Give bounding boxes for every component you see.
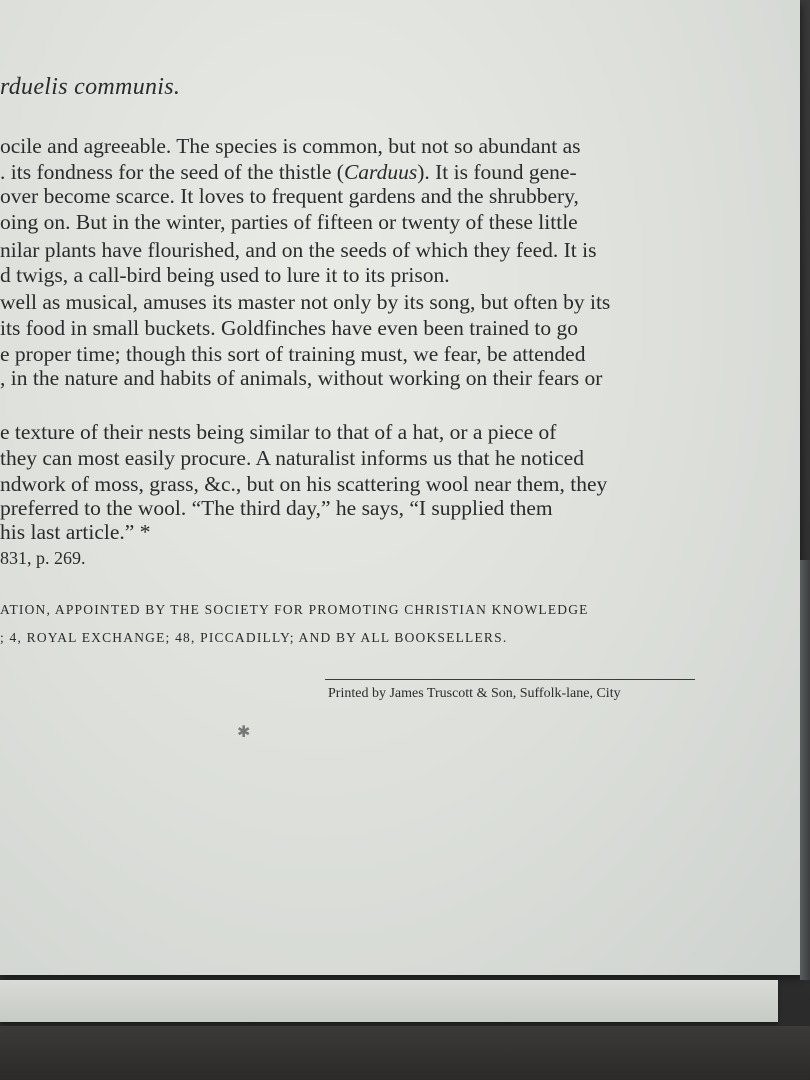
- body-line-3: over become scarce. It loves to frequent gardens and the shrubbery,: [0, 184, 579, 208]
- body-line-6: d twigs, a call-bird being used to lure it to its prison.: [0, 263, 450, 287]
- body-line-14: preferred to the wool. “The third day,” he says, “I supplied them: [0, 496, 553, 520]
- body-line-4: oing on. But in the winter, parties of fifteen or twenty of these little: [0, 210, 578, 234]
- body-line-7: well as musical, amuses its master not only by its song, but often by its: [0, 290, 611, 314]
- paper-blemish-icon: ✱: [237, 722, 251, 741]
- body-line-10: , in the nature and habits of animals, without working on their fears or: [0, 366, 603, 390]
- page-stack-edge: [800, 560, 810, 980]
- publisher-line-2: ; 4, ROYAL EXCHANGE; 48, PICCADILLY; AND BY ALL BOOKSELLERS.: [0, 630, 508, 645]
- section-heading: rduelis communis.: [0, 74, 181, 100]
- publisher-line-1: ATION, APPOINTED BY THE SOCIETY FOR PROMOTING CHRISTIAN KNOWLEDGE: [0, 602, 589, 617]
- book-edge: [0, 1026, 810, 1080]
- body-line-2-start: . its fondness for the seed of the thistle (: [0, 160, 344, 184]
- printer-imprint: Printed by James Truscott & Son, Suffolk-lane, City: [328, 686, 621, 701]
- printer-rule: [325, 679, 695, 680]
- body-line-11: e texture of their nests being similar to that of a hat, or a piece of: [0, 420, 557, 444]
- footnote-reference: 831, p. 269.: [0, 548, 86, 568]
- body-line-1: ocile and agreeable. The species is common, but not so abundant as: [0, 134, 581, 158]
- page-bottom-fold: [0, 980, 778, 1022]
- body-line-9: e proper time; though this sort of training must, we fear, be attended: [0, 342, 586, 366]
- body-line-13: ndwork of moss, grass, &c., but on his scattering wool near them, they: [0, 472, 608, 496]
- body-line-8: its food in small buckets. Goldfinches have even been trained to go: [0, 316, 578, 340]
- body-line-2: [0, 160, 577, 185]
- body-line-12: they can most easily procure. A naturalist informs us that he noticed: [0, 446, 584, 470]
- body-line-5: nilar plants have flourished, and on the seeds of which they feed. It is: [0, 238, 597, 262]
- body-line-2-latin-name: Carduus: [343, 160, 418, 184]
- body-line-2-end: ). It is found gene-: [417, 160, 577, 184]
- body-line-15: his last article.” *: [0, 520, 151, 544]
